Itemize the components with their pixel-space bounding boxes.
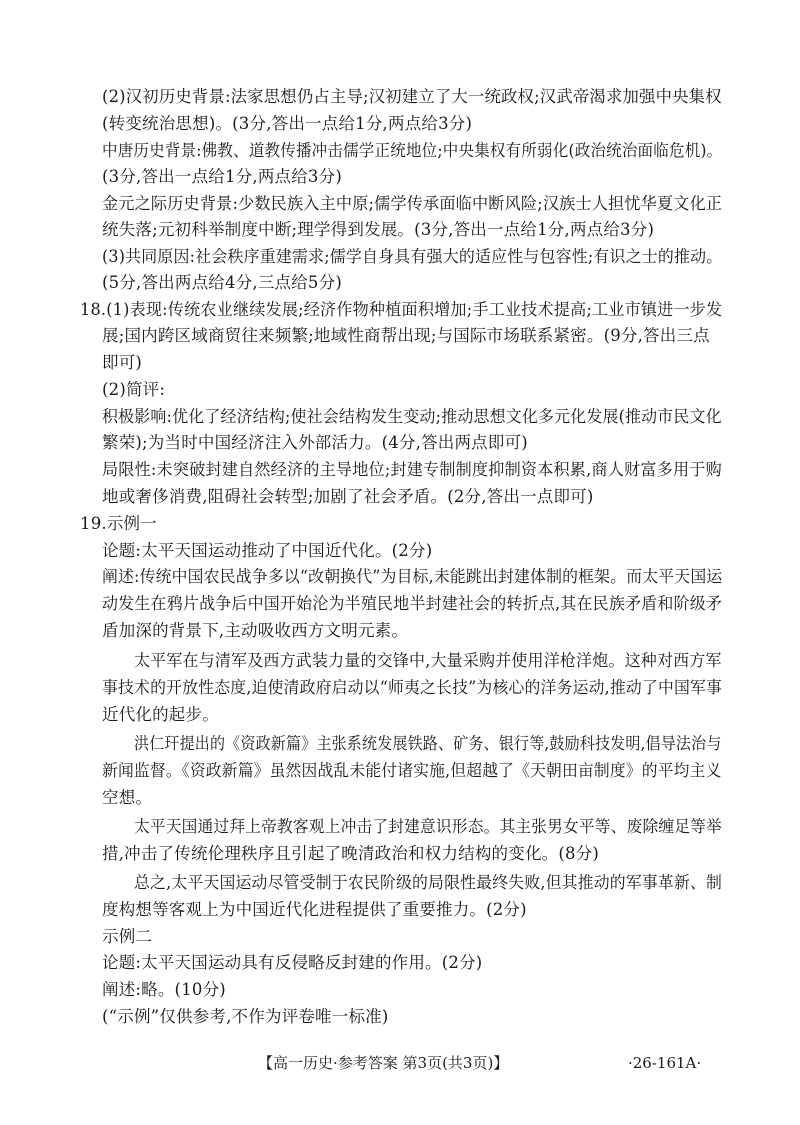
text-line: 度构想等客观上为中国近代化进程提供了重要推力。(2分) — [102, 900, 527, 919]
text-line: 中唐历史背景:佛教、道教传播冲击儒学正统地位;中央集权有所弱化(政治统治面临危机)。 — [102, 141, 723, 160]
text-line: 新闻监督。《资政新篇》虽然因战乱未能付诸实施,但超越了《天朝田亩制度》的平均主义 — [102, 761, 722, 780]
text-line: 总之,太平天国运动尽管受制于农民阶级的局限性最终失败,但其推动的军事革新、制 — [134, 873, 723, 892]
text-line: 统失落;元初科举制度中断;理学得到发展。(3分,答出一点给1分,两点给3分) — [102, 220, 655, 239]
text-line: (转变统治思想)。(3分,答出一点给1分,两点给3分) — [102, 114, 473, 133]
text-line: 即可) — [102, 353, 143, 372]
question-19-line: 19.示例一 — [80, 514, 157, 533]
text-line: (3)共同原因:社会秩序重建需求;儒学自身具有强大的适应性与包容性;有识之士的推动。 — [102, 247, 723, 266]
text-line: 展;国内跨区域商贸往来频繁;地域性商帮出现;与国际市场联系紧密。(9分,答出三点 — [102, 326, 710, 345]
text-line: 示例二 — [102, 927, 153, 946]
text-line: 太平军在与清军及西方武装力量的交锋中,大量采购并使用洋枪洋炮。这种对西方军 — [134, 651, 722, 670]
text-line: 金元之际历史背景:少数民族入主中原;儒学传承面临中断风险;汉族士人担忧华夏文化正 — [102, 194, 723, 213]
page-footer-code: ·26-161A· — [628, 1054, 702, 1072]
text-line: (3分,答出一点给1分,两点给3分) — [102, 167, 342, 186]
text-line: 阐述:传统中国农民战争多以“改朝换代”为目标,未能跳出封建体制的框架。而太平天国运 — [102, 567, 723, 586]
text-line: 地或奢侈消费,阻碍社会转型;加剧了社会矛盾。(2分,答出一点即可) — [102, 487, 594, 506]
text-line: 空想。 — [102, 788, 153, 807]
text-line: 繁荣);为当时中国经济注入外部活力。(4分,答出两点即可) — [102, 433, 528, 452]
question-18-line: 18.(1)表现:传统农业继续发展;经济作物种植面积增加;手工业技术提高;工业市镇进一步发 — [80, 300, 723, 319]
text-line: (“示例”仅供参考,不作为评卷唯一标准) — [102, 1007, 389, 1026]
text-line: 洪仁玕提出的《资政新篇》主张系统发展铁路、矿务、银行等,鼓励科技发明,倡导法治与 — [134, 734, 722, 753]
text-line: 阐述:略。(10分) — [102, 980, 226, 999]
text-line: 盾加深的背景下,主动吸收西方文明元素。 — [102, 621, 409, 640]
text-line: 近代化的起步。 — [102, 705, 219, 724]
text-line: 动发生在鸦片战争后中国开始沦为半殖民地半封建社会的转折点,其在民族矛盾和阶级矛 — [102, 594, 723, 613]
text-line: 太平天国通过拜上帝教客观上冲击了封建意识形态。其主张男女平等、废除缠足等举 — [134, 817, 722, 836]
text-line: 局限性:未突破封建自然经济的主导地位;封建专制制度抑制资本积累,商人财富多用于购 — [102, 460, 722, 479]
text-line: 措,冲击了传统伦理秩序且引起了晚清政治和权力结构的变化。(8分) — [102, 844, 600, 863]
text-line: (5分,答出两点给4分,三点给5分) — [102, 273, 342, 292]
page-footer-title: 【高一历史·参考答案 第3页(共3页)】 — [258, 1054, 509, 1072]
text-line: 事技术的开放性态度,迫使清政府启动以“师夷之长技”为核心的洋务运动,推动了中国军事 — [102, 678, 723, 697]
text-line: 积极影响:优化了经济结构;使社会结构发生变动;推动思想文化多元化发展(推动市民文化 — [102, 407, 722, 426]
text-line: 论题:太平天国运动具有反侵略反封建的作用。(2分) — [102, 953, 483, 972]
text-line: (2)简评: — [102, 380, 166, 399]
text-line: 论题:太平天国运动推动了中国近代化。(2分) — [102, 541, 433, 560]
text-line: (2)汉初历史背景:法家思想仍占主导;汉初建立了大一统政权;汉武帝渴求加强中央集权 — [102, 87, 722, 106]
